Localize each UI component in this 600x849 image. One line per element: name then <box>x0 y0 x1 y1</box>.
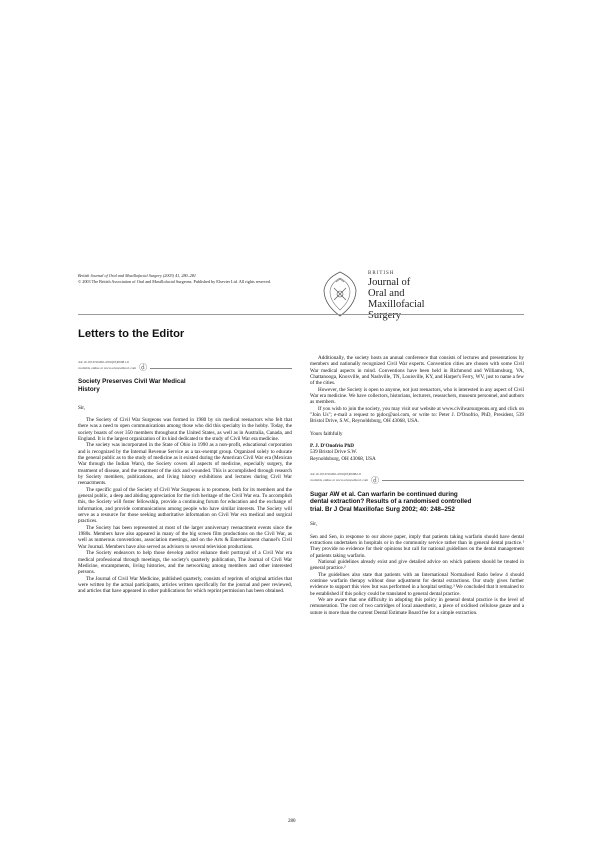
paragraph: The Society endeavors to help those develop and/or enhance their portrayal of a Civil War era medical professional through meetings, the society's quarterly publication, The Journal of Civil War Medicine, encampments, living histories, and the networking among members and other interested persons. <box>78 550 292 576</box>
paragraph: The Society has been represented at most of the larger anniversary reenactment events since the 1980s. Members have also appeared in many of the big screen film productions on the Civil War, as well as numerous conventions, association meetings, and on the Arts & Entertainment channel's Civil War Journal. Members have also served as advisors to several television productions. <box>78 524 292 550</box>
paragraph: The Journal of Civil War Medicine, published quarterly, consists of reprints of original articles that were written by the actual participants, articles written specifically for the journal and peer reviewed, and articles that have appeared in other publications for which reprint permission has been obtained. <box>78 575 292 595</box>
right-column <box>310 355 524 616</box>
letter-1-title <box>78 378 292 393</box>
doi-rule <box>150 368 292 369</box>
seal-icon <box>320 270 360 318</box>
sciencedirect-icon: ⓓ <box>371 475 380 485</box>
paragraph: The guidelines also state that patients with an International Normalised Ratio below 4 should continue warfarin therapy without dose adjustment for dental extractions. Our study gives further evidence to support this view but was performed in a hospital setting.³ We concluded that it remained to be established if this policy could be translated to general dental practice. <box>310 571 524 597</box>
paragraph: However, the Society is open to anyone, not just reenactors, who is interested in any aspect of Civil War era medicine. We have collectors, historians, lecturers, researchers, museum personnel, and authors as members. <box>310 386 524 406</box>
header-rule <box>78 314 524 315</box>
section-title: Letters to the Editor <box>78 328 185 340</box>
paragraph: The specific goal of the Society of Civil War Surgeons is to promote, both for its members and the general public, a deep and abiding appreciation for the rich heritage of the Civil War era. To accomplish this, the Society will foster fellowship, provide a continuing forum for education and the exchange of information, and provide communications among people who have similar interests. The Society will serve as a resource for those seeking authoritative information on Civil War era medical and surgical practices. <box>78 486 292 525</box>
sciencedirect-link-2[interactable]: available online at www.sciencedirect.com <box>310 478 369 483</box>
paragraph: National guidelines already exist and give detailed advice on which patients should be treated in general practice.² <box>310 559 524 572</box>
logo-line-1: Journal of <box>368 277 411 288</box>
paragraph: The Society of Civil War Surgeons was formed in 1980 by six medical reenactors who felt that there was a need to open communications among those who did this specialty in the hobby. Today, the society boasts of over 350 members throughout the United States, as well as in Australia, Canada, and England. It is the largest organization of its kind dedicated to the study of Civil War era medicine. <box>78 416 292 442</box>
paragraph: The society was incorporated in the State of Ohio in 1990 as a non-profit, educational corporation and is recognized by the Internal Revenue Service as a tax-exempt group. Organized solely to educate the general public as to the study of medicine as it existed during the American Civil War era (Mexican War through the Indian Wars), the Society covers all aspects of medicine, especially surgery, the treatment of disease, and the treatment of the sick and wounded. This is accomplished through research by Society members, publications, and living history exhibitions and lectures during Civil War reenactments. <box>78 442 292 487</box>
signature-name: P. J. D'Onofrio PhD <box>310 443 354 450</box>
salutation: Sir, <box>78 404 86 411</box>
doi-row <box>78 364 292 372</box>
journal-citation: British Journal of Oral and Maxillofacial Surgery (2003) 41, 280–281 <box>78 273 197 278</box>
logo-line-4: Surgery <box>368 310 402 321</box>
letter-2-title <box>310 491 524 514</box>
letter-1-title-line-1: Society Preserves Civil War Medical <box>78 378 186 386</box>
paragraph: We are aware that one difficulty in adopting this policy in general dental practice is the level of remuneration. The cost of two cartridges of local anaesthetic, a piece of oxidised cellulose gauze and a suture is more than the current Dental Estimate Board fee for a simple extraction. <box>310 597 524 616</box>
logo-brand: BRITISH <box>368 271 395 276</box>
page-number: 280 <box>288 819 296 824</box>
logo-line-3: Maxillofacial <box>368 299 425 310</box>
letter-2-title-line-1: Sugar AW et al. Can warfarin be continued during <box>310 490 458 498</box>
letter-2-title-line-3: trial. Br J Oral Maxillofac Surg 2002; 40: 248–252 <box>310 505 455 513</box>
sciencedirect-link[interactable]: available online at www.sciencedirect.com <box>78 366 137 371</box>
salutation-2: Sir, <box>310 521 318 528</box>
logo-line-2: Oral and <box>368 288 405 299</box>
left-column <box>78 360 292 595</box>
letter-2-title-line-2: dental extraction? Results of a randomised controlled <box>310 498 472 506</box>
doi-row-2 <box>310 477 524 485</box>
doi-line: doi:10.1016/S0266-4356(03)00081-6 <box>78 360 129 364</box>
paragraph: Additionally, the society hosts an annual conference that consists of lectures and presentations by members and nationally recognized Civil War experts. Convention cities are chosen with some Civil War medical aspects in mind. Conventions have been held in Richmond and Williamsburg, VA, Chattanooga, Knoxville, and Nashville, TN, Louisville, KY, and Harper's Ferry, WV, just to name a few of the cities. <box>310 355 524 387</box>
sciencedirect-icon: ⓓ <box>139 363 148 373</box>
copyright-line: © 2003 The British Association of Oral and Maxillofacial Surgeons. Published by Elsevier Ltd. All rights reserved. <box>78 279 271 285</box>
doi-rule <box>382 480 524 481</box>
paragraph: If you wish to join the society, you may visit our website at www.civilwarsurgeons.org and click on "Join Us"; e-mail a request to pjdoc@aol.com, or write to: Peter J. D'Onofrio, PhD, President, 539 Bristol Drive, S.W., Reynoldsburg, OH 43068, USA. <box>310 405 524 425</box>
paragraph: Sen and Sen, in response to our above paper, imply that patients taking warfarin should have dental extractions undertaken in hospitals or in the community service rather than in general dental practice.¹ They provide no evidence for their opinions but call for national guidelines on the dental management of patients taking warfarin. <box>310 533 524 559</box>
closing: Yours faithfully <box>310 430 343 437</box>
letter-1-title-line-2: History <box>78 386 100 393</box>
doi-line-2: doi:10.1016/S0266-4356(03)00082-8 <box>310 472 361 477</box>
signature-address-2: Reynoldsburg, OH 43068, USA <box>310 455 376 462</box>
signature-address-1: 539 Bristol Drive S.W. <box>310 449 358 456</box>
journal-logo <box>320 270 450 320</box>
